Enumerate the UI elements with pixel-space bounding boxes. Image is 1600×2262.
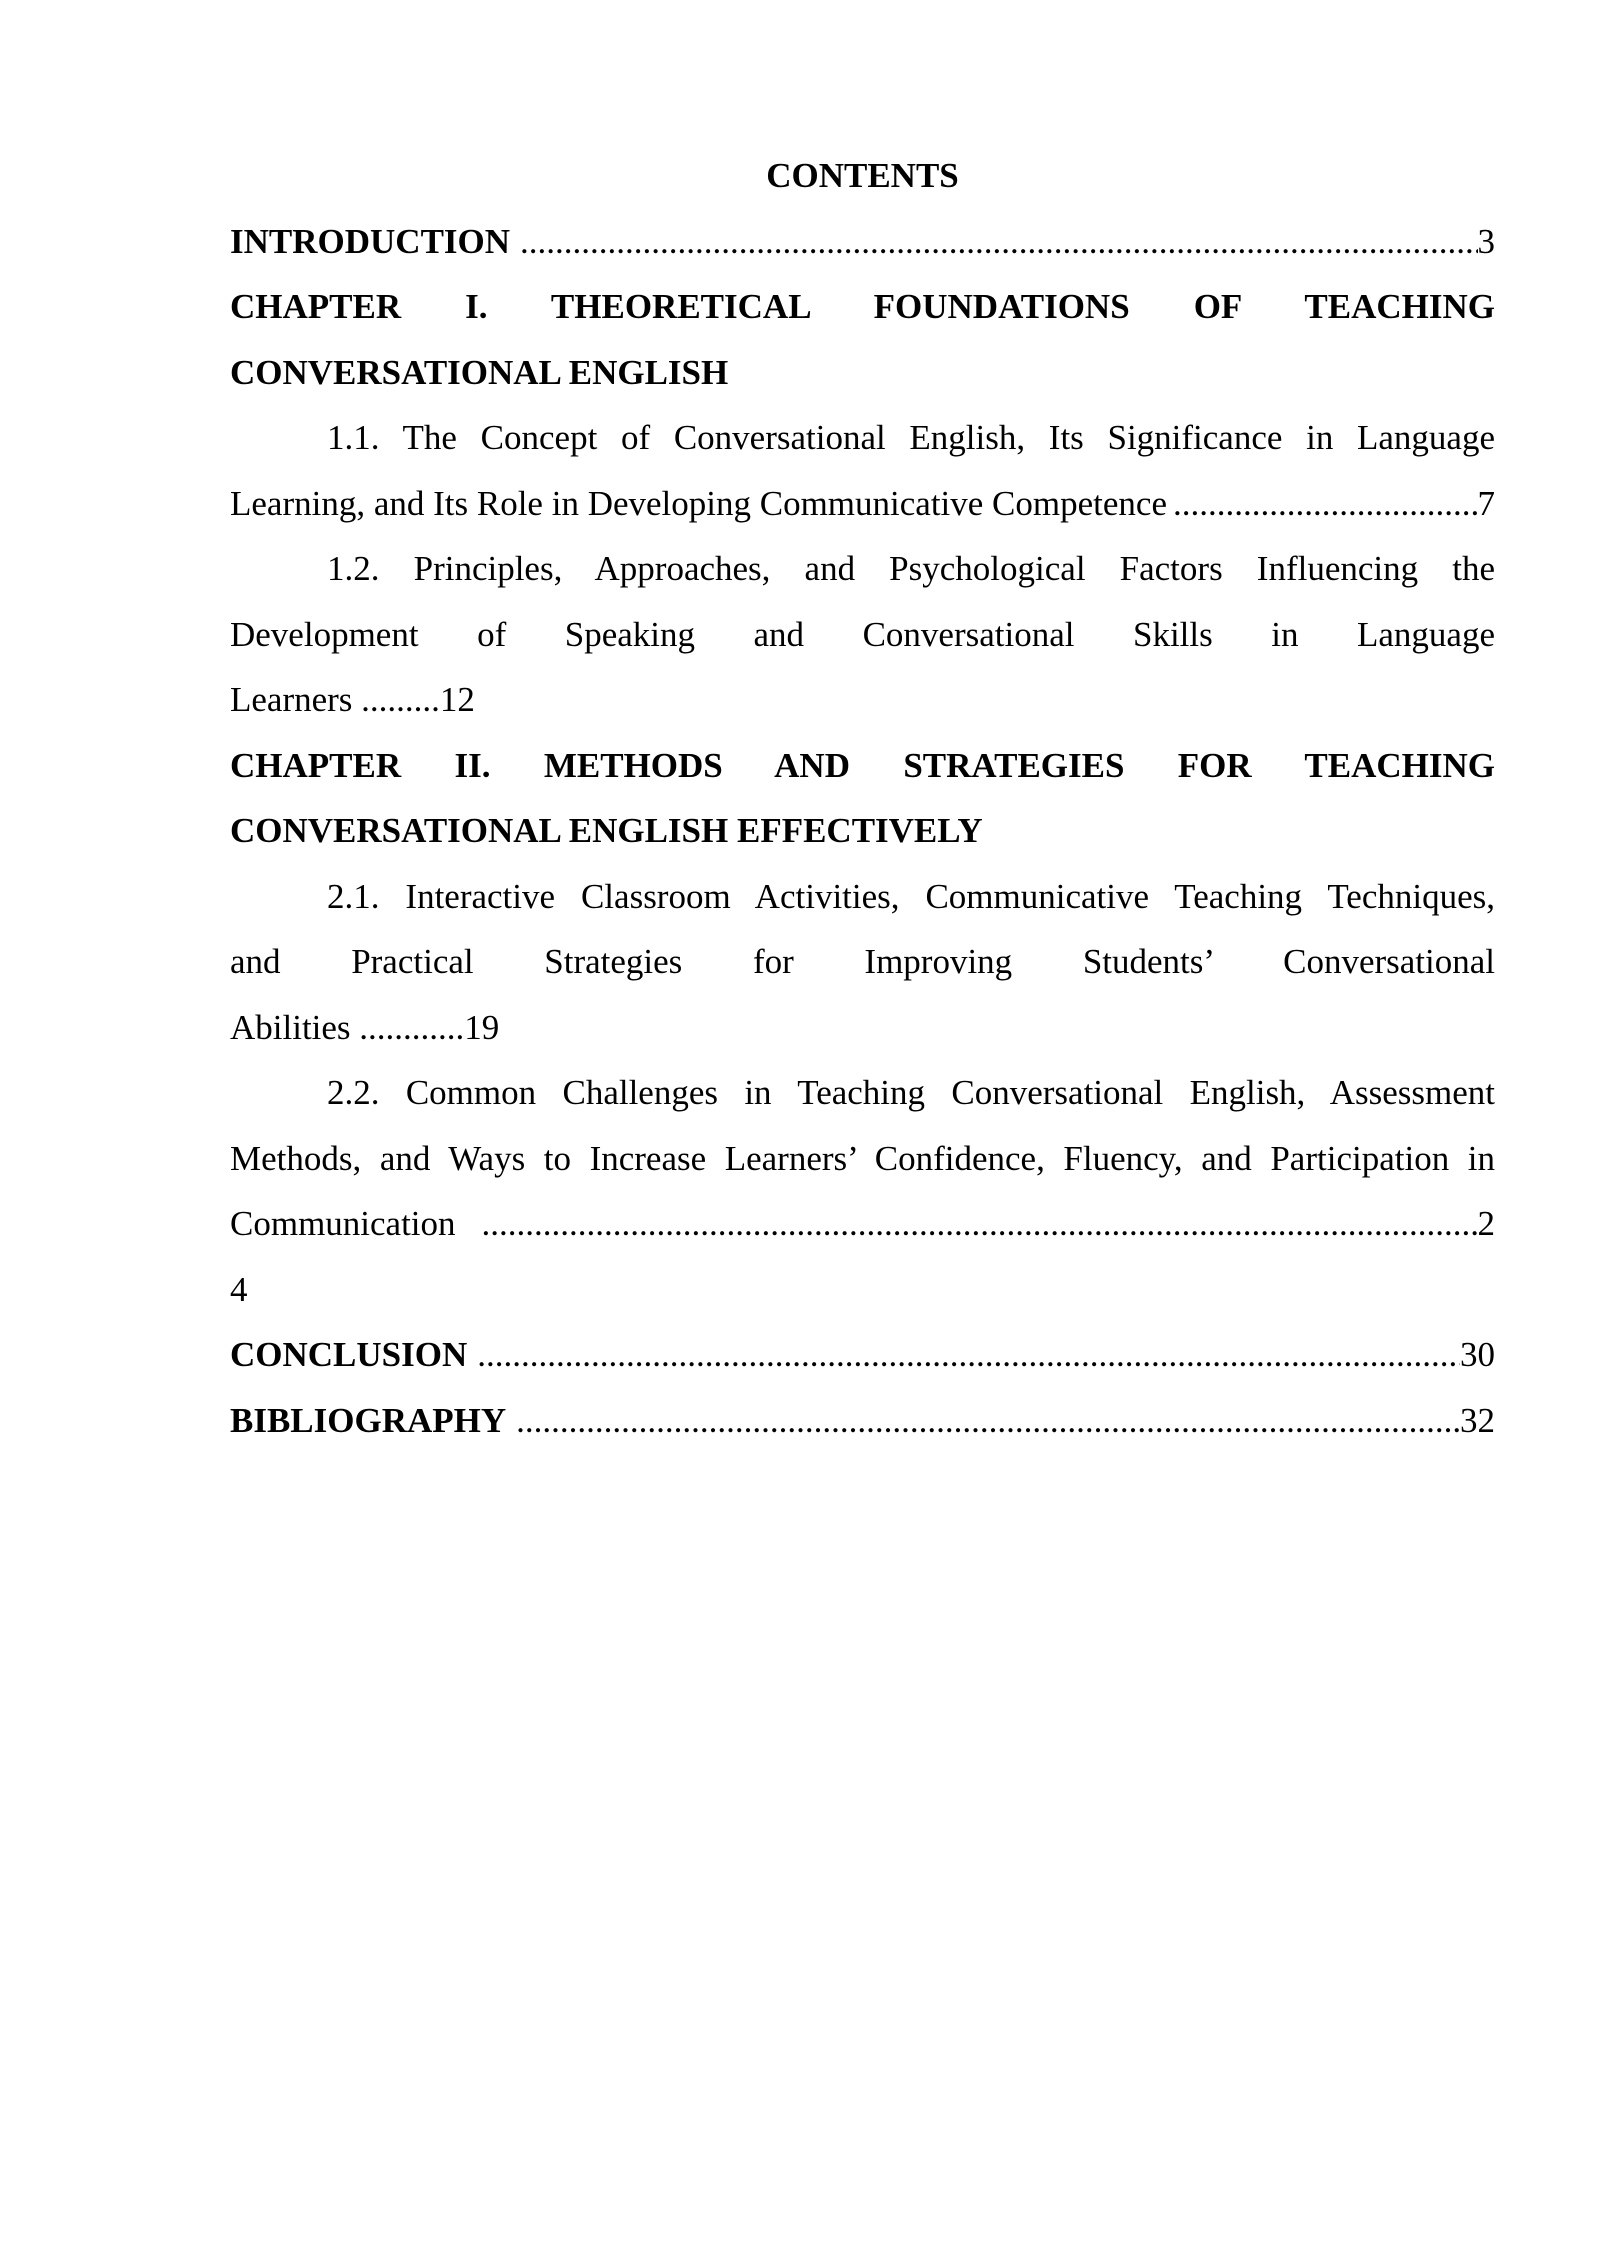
section-2-2-line-3[interactable] (230, 1191, 1495, 1257)
section-1-2-line-3[interactable]: Learners .........12 (230, 680, 475, 719)
dot-leader (516, 1388, 1460, 1454)
toc-entry-label: BIBLIOGRAPHY (230, 1400, 507, 1440)
section-1-1-line-1[interactable]: 1.1. The Concept of Conversational English, Its Significance in Language (327, 418, 1495, 457)
contents-title: CONTENTS (766, 156, 959, 195)
chapter-2-heading-line-1[interactable]: CHAPTER II. METHODS AND STRATEGIES FOR TEACHING (230, 745, 1495, 785)
section-2-1-line-2[interactable]: and Practical Strategies for Improving Students’ Conversational (230, 942, 1495, 981)
table-of-contents (230, 143, 1495, 1453)
toc-page-number: 30 (1460, 1335, 1495, 1374)
section-2-2-line-1[interactable]: 2.2. Common Challenges in Teaching Conversational English, Assessment (327, 1073, 1495, 1112)
section-1-1-line-2[interactable] (230, 471, 1495, 537)
toc-entry-label: Communication (230, 1204, 456, 1243)
dot-leader (1173, 471, 1478, 537)
toc-entry-conclusion[interactable] (230, 1322, 1495, 1388)
section-2-1-line-1[interactable]: 2.1. Interactive Classroom Activities, Communicative Teaching Techniques, (327, 876, 1495, 916)
section-2-2-line-2[interactable]: Methods, and Ways to Increase Learners’ Confidence, Fluency, and Participation in (230, 1138, 1495, 1178)
chapter-1-heading-line-1[interactable]: CHAPTER I. THEORETICAL FOUNDATIONS OF TEACHING (230, 287, 1495, 326)
toc-page-number: 2 (1477, 1204, 1495, 1243)
toc-entry-bibliography[interactable] (230, 1388, 1495, 1454)
section-2-1-line-3[interactable]: Abilities ............19 (230, 1007, 500, 1047)
chapter-2-heading-line-2[interactable]: CONVERSATIONAL ENGLISH EFFECTIVELY (230, 811, 983, 850)
section-1-2-line-2[interactable]: Development of Speaking and Conversational Skills in Language (230, 614, 1495, 654)
toc-page-number: 32 (1460, 1400, 1495, 1440)
toc-entry-label: INTRODUCTION (230, 221, 511, 261)
toc-entry-introduction[interactable] (230, 209, 1495, 275)
dot-leader (477, 1322, 1460, 1388)
toc-page-number: 3 (1477, 221, 1495, 261)
dot-leader (482, 1191, 1478, 1257)
toc-page-number: 7 (1477, 483, 1495, 523)
section-1-2-line-1[interactable]: 1.2. Principles, Approaches, and Psychological Factors Influencing the (327, 549, 1495, 588)
chapter-1-heading-line-2[interactable]: CONVERSATIONAL ENGLISH (230, 352, 729, 392)
toc-entry-label: Learning, and Its Role in Developing Communicative Competence (230, 483, 1167, 523)
toc-entry-label: CONCLUSION (230, 1335, 468, 1374)
dot-leader (520, 209, 1477, 275)
section-2-2-line-4: 4 (230, 1269, 248, 1309)
